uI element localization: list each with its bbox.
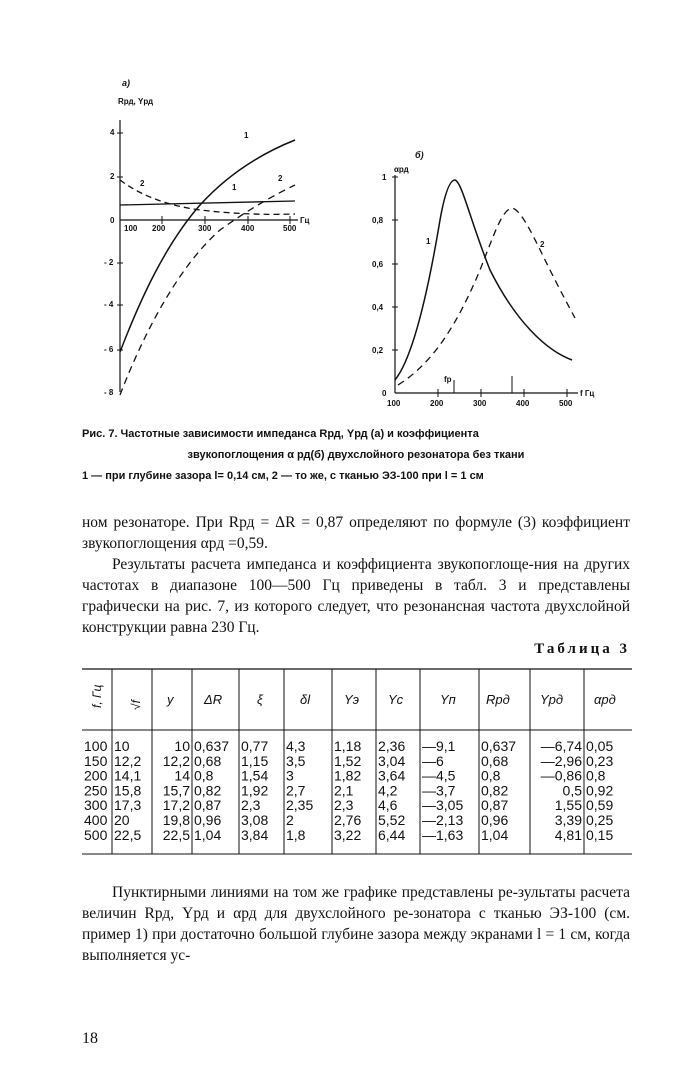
tick: 100: [387, 399, 401, 408]
tick: 200: [152, 224, 166, 233]
table-cell: 17,2: [162, 797, 190, 814]
table-cell: 0,96: [481, 812, 509, 828]
table-cell: 0,82: [194, 782, 222, 799]
table-cell: 10: [174, 738, 190, 754]
table-cell: 2,3: [241, 797, 261, 814]
tick: 0,8: [372, 216, 384, 225]
table-cell: 0,68: [481, 752, 509, 769]
tick: - 4: [104, 300, 114, 309]
table-cell: 12,2: [162, 752, 190, 769]
table-cell: 3,08: [241, 812, 269, 828]
panel-a-label: а): [122, 78, 131, 88]
table-cell: 0,5: [562, 782, 582, 799]
panel-a: [104, 78, 310, 397]
table-cell: 1,8: [286, 826, 306, 843]
table-cell: 0,92: [586, 782, 614, 799]
caption-line-1: Рис. 7. Частотные зависимости импеданса Rрд, Yрд (а) и коэффициента: [82, 428, 479, 440]
table-header: y: [167, 692, 174, 707]
curve-label: 2: [140, 179, 145, 188]
table-cell: 4,6: [378, 797, 398, 814]
panel-b-x-ticks: [387, 375, 594, 408]
table-header-row: [90, 684, 616, 710]
table-cell: 1,54: [241, 767, 269, 784]
caption-line-3: 1 — при глубине зазора l= 0,14 см, 2 — то же, с тканью ЭЗ-100 при l = 1 см: [82, 470, 484, 482]
tick: 0,2: [372, 346, 384, 355]
table-cell: 0,87: [194, 797, 222, 814]
table-cell: 0,637: [481, 738, 517, 754]
table-cell: 4,81: [554, 826, 582, 843]
panel-b-y-label: αрд: [394, 165, 409, 174]
table-cell: 3,39: [554, 812, 582, 828]
table-cell: 10: [114, 738, 130, 754]
tick: 100: [124, 224, 138, 233]
page-number: 18: [82, 1030, 98, 1047]
table-cell: 1,04: [481, 826, 509, 843]
tick: - 8: [104, 388, 114, 397]
table-cell: —4,5: [422, 767, 456, 784]
tick: 4: [110, 128, 115, 137]
table-cell: 2,76: [334, 812, 362, 828]
table-cell: —9,1: [422, 738, 456, 754]
table-cell: 15,7: [162, 782, 190, 799]
table-cell: —0,86: [540, 767, 582, 784]
table-cell: 0,8: [194, 767, 214, 784]
curve-label: 1: [232, 183, 237, 192]
table-cell: 400: [84, 812, 108, 828]
table-cell: 500: [84, 826, 108, 843]
x-unit: f Гц: [580, 389, 595, 398]
paragraph-3: Пунктирными линиями на том же графике представлены ре-зультаты расчета величин Rрд, Yрд и αрд для двухслойного ре-зонатора с тканью ЭЗ-100 (см. пример 1) при достаточно большой глубине зазора между экранами l = 1 см, когда выполняется ус-: [82, 884, 630, 964]
table-cell: —3,7: [422, 782, 456, 799]
table-cell: 2,1: [334, 782, 354, 799]
tick: 200: [430, 399, 444, 408]
tick: 0,6: [372, 260, 384, 269]
tick: 300: [473, 399, 487, 408]
table-header: Yэ: [344, 692, 360, 707]
table-cell: 2: [286, 812, 294, 828]
table-cell: 3: [286, 767, 294, 784]
table-cell: 0,05: [586, 738, 614, 754]
table-cell: 15,8: [114, 782, 142, 799]
table-title: Таблица 3: [534, 641, 630, 657]
table-cell: 2,35: [286, 797, 314, 814]
table-cell: 3,04: [378, 752, 406, 769]
tick: 300: [198, 224, 212, 233]
tick: 400: [516, 399, 530, 408]
figure-caption: [82, 424, 630, 487]
table-cell: 0,87: [481, 797, 509, 814]
table-cell: 0,82: [481, 782, 509, 799]
table-cell: 1,82: [334, 767, 362, 784]
x-unit: Гц: [300, 216, 310, 225]
table-header: f, Гц: [90, 684, 104, 708]
table-cell: 3,5: [286, 752, 306, 769]
table-cell: —6: [422, 752, 444, 769]
table-cell: 1,92: [241, 782, 269, 799]
table-cell: —2,96: [540, 752, 582, 769]
table-cell: 5,52: [378, 812, 406, 828]
table-cell: 250: [84, 782, 108, 799]
tick: 1: [382, 173, 387, 182]
table-cell: 20: [114, 812, 130, 828]
table-cell: 0,59: [586, 797, 614, 814]
table-header: Yп: [440, 692, 456, 707]
table-cell: 14: [174, 767, 190, 784]
table-cell: 1,18: [334, 738, 362, 754]
table-body: [84, 738, 613, 843]
panel-a-y-label: Rрд, Yрд: [118, 97, 154, 106]
panel-a-x-ticks: [124, 216, 310, 233]
table-cell: 3,84: [241, 826, 269, 843]
table-cell: 22,5: [162, 826, 190, 843]
table-cell: 22,5: [114, 826, 142, 843]
table-header: Rрд: [486, 692, 510, 707]
table-cell: 1,52: [334, 752, 362, 769]
panel-b-y-ticks: [372, 173, 398, 398]
table-cell: 0,8: [586, 767, 606, 784]
table-cell: 12,2: [114, 752, 142, 769]
table-cell: 200: [84, 767, 108, 784]
table-cell: 2,36: [378, 738, 406, 754]
tick: 400: [241, 224, 255, 233]
table-cell: 3,64: [378, 767, 406, 784]
curve-label: 2: [540, 240, 545, 249]
table-header: ξ: [257, 692, 263, 707]
table-header: δl: [300, 692, 311, 707]
curve-label: 2: [278, 174, 283, 183]
table-cell: 0,8: [481, 767, 501, 784]
table-cell: 1,04: [194, 826, 222, 843]
table-cell: 14,1: [114, 767, 142, 784]
tick: 2: [110, 172, 115, 181]
table-header: Yрд: [540, 692, 564, 707]
tick: 0: [382, 389, 387, 398]
table-cell: 1,55: [554, 797, 582, 814]
table-cell: —3,05: [422, 797, 464, 814]
tick: 500: [283, 224, 297, 233]
table-cell: 4,3: [286, 738, 306, 754]
panel-a-curve-1-solid-rising: [120, 140, 295, 352]
caption-line-2: звукопоглощения α рд(б) двухслойного резонатора без ткани: [187, 449, 525, 461]
panel-b-label: б): [415, 150, 424, 160]
tick: - 6: [104, 345, 114, 354]
table-cell: 0,77: [241, 738, 269, 754]
paragraph-2: Результаты расчета импеданса и коэффициента звукопоглоще-ния на других частотах в диапазоне 100—500 Гц приведены в табл. 3 и представлены графически на рис. 7, из которого следует, что резонансная частота двухслойной конструкции равна 230 Гц.: [82, 556, 630, 636]
table-cell: 2,3: [334, 797, 354, 814]
table-cell: 0,637: [194, 738, 230, 754]
paragraph-1: ном резонаторе. При Rрд = ΔR = 0,87 определяют по формуле (3) коэффициент звукопоглощения αрд =0,59.: [82, 514, 630, 552]
table-header: αрд: [594, 692, 616, 707]
table-cell: —6,74: [540, 738, 582, 754]
curve-label: 1: [426, 237, 431, 246]
table-cell: 0,96: [194, 812, 222, 828]
panel-b: [372, 150, 594, 408]
table-cell: 3,22: [334, 826, 362, 843]
table-cell: 4,2: [378, 782, 398, 799]
table-header: Yс: [388, 692, 404, 707]
tick: 500: [559, 399, 573, 408]
table-cell: 0,23: [586, 752, 614, 769]
table-header: ΔR: [204, 692, 223, 707]
table-3: [82, 668, 632, 856]
resonance-marker-label: fр: [444, 375, 452, 384]
curve-label: 1: [244, 131, 249, 140]
table-cell: 150: [84, 752, 108, 769]
panel-b-curve-1-solid: [395, 180, 572, 380]
table-cell: 6,44: [378, 826, 406, 843]
table-cell: 0,68: [194, 752, 222, 769]
table-cell: 0,15: [586, 826, 614, 843]
table-cell: —2,13: [422, 812, 464, 828]
table-cell: 1,15: [241, 752, 269, 769]
table-cell: 19,8: [162, 812, 190, 828]
tick: - 2: [104, 258, 114, 267]
tick: 0: [110, 216, 115, 225]
panel-a-curve-1-solid-flat: [120, 201, 295, 205]
table-header: √f: [129, 700, 143, 710]
tick: 0,4: [372, 303, 384, 312]
table-cell: 0,25: [586, 812, 614, 828]
table-cell: 2,7: [286, 782, 306, 799]
table-cell: 100: [84, 738, 108, 754]
table-cell: 300: [84, 797, 108, 814]
table-cell: 17,3: [114, 797, 142, 814]
table-cell: —1,63: [422, 826, 464, 843]
figure-7: [0, 0, 700, 420]
